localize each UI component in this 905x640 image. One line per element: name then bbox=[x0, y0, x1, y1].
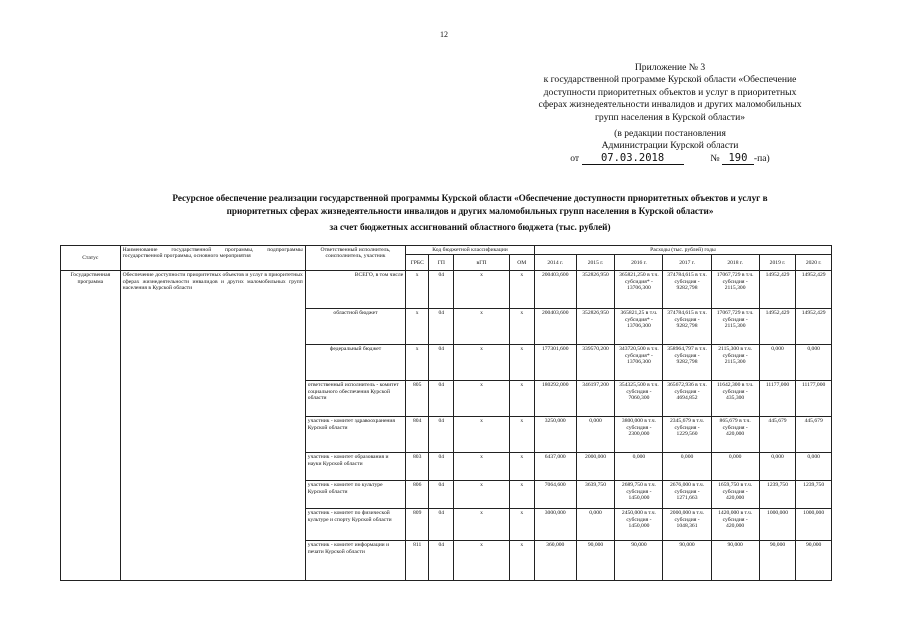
value-2014: 180292,000 bbox=[534, 381, 576, 417]
value-2014: 177301,600 bbox=[534, 345, 576, 381]
value-2017: 2676,000 в т.ч. субсидия - 1271,663 bbox=[663, 481, 711, 509]
program-name-cell: Обеспечение доступности приоритетных объектов и услуг в приоритетных сферах жизнедеятельности инвалидов и других маломобильных групп населения в Курской области bbox=[120, 271, 305, 581]
heading-line-2: приоритетных сферах жизнедеятельности инвалидов и других маломобильных групп населения в Курской области» bbox=[226, 205, 714, 216]
value-2019: 1000,000 bbox=[759, 509, 796, 541]
header-status: Статус bbox=[61, 246, 121, 271]
value-2015: 0,000 bbox=[576, 417, 615, 453]
executor-cell: ВСЕГО, в том числе bbox=[305, 271, 405, 309]
grbs-cell: х bbox=[406, 271, 429, 309]
value-2020: 0,000 bbox=[796, 345, 832, 381]
value-2018: 1659,750 в т.ч. субсидия - 420,000 bbox=[711, 481, 759, 509]
value-2019: 0,000 bbox=[759, 453, 796, 481]
decree-date: 07.03.2018 bbox=[582, 153, 684, 165]
gp-cell: 04 bbox=[429, 509, 454, 541]
value-2016: 365821,25 в т.ч. субсидия* - 13706,300 bbox=[615, 309, 663, 345]
grbs-cell: 804 bbox=[406, 417, 429, 453]
value-2017: 2345,679 в т.ч. субсидия - 1229,560 bbox=[663, 417, 711, 453]
header-year-2020: 2020 г. bbox=[796, 255, 832, 271]
executor-cell: участник - комитет образования и науки Курской области bbox=[305, 453, 405, 481]
value-2015: 90,000 bbox=[576, 541, 615, 581]
header-name: Наименование государственной программы, подпрограммы государственной программы, основного мероприятия bbox=[120, 246, 305, 271]
page-number: 12 bbox=[440, 30, 448, 39]
om-cell: х bbox=[509, 509, 534, 541]
header-code-vgp: вГП bbox=[454, 255, 509, 271]
executor-cell: областной бюджет bbox=[305, 309, 405, 345]
value-2014: 3000,000 bbox=[534, 509, 576, 541]
heading-line-3: за счет бюджетных ассигнований областного бюджета (тыс. рублей) bbox=[329, 222, 611, 232]
om-cell: х bbox=[509, 541, 534, 581]
appendix-line: к государственной программе Курской области «Обеспечение bbox=[543, 74, 797, 86]
value-2016: 2689,750 в т.ч. субсидия - 1450,000 bbox=[615, 481, 663, 509]
value-2019: 11177,000 bbox=[759, 381, 796, 417]
value-2014: 6437,000 bbox=[534, 453, 576, 481]
value-2016: 2450,000 в т.ч. субсидия - 1450,000 bbox=[615, 509, 663, 541]
value-2019: 14952,429 bbox=[759, 271, 796, 309]
value-2020: 11177,000 bbox=[796, 381, 832, 417]
vgp-cell: х bbox=[454, 453, 509, 481]
header-executor: Ответственный исполнитель, соисполнитель, участник bbox=[305, 246, 405, 271]
value-2018: 17067,729 в т.ч. субсидия - 2115,300 bbox=[711, 271, 759, 309]
value-2015: 0,000 bbox=[576, 509, 615, 541]
gp-cell: 04 bbox=[429, 417, 454, 453]
header-expense-group: Расходы (тыс. рублей) годы bbox=[534, 246, 831, 255]
executor-cell: ответственный исполнитель - комитет социального обеспечения Курской области bbox=[305, 381, 405, 417]
grbs-cell: х bbox=[406, 309, 429, 345]
header-code-grbs: ГРБС bbox=[406, 255, 429, 271]
appendix-block bbox=[505, 62, 835, 165]
value-2020: 90,000 bbox=[796, 541, 832, 581]
vgp-cell: х bbox=[454, 481, 509, 509]
value-2014: 200403,600 bbox=[534, 309, 576, 345]
header-year-2016: 2016 г. bbox=[615, 255, 663, 271]
vgp-cell: х bbox=[454, 381, 509, 417]
gp-cell: 04 bbox=[429, 309, 454, 345]
grbs-cell: 811 bbox=[406, 541, 429, 581]
executor-cell: участник - комитет здравоохранения Курской области bbox=[305, 417, 405, 453]
value-2015: 2000,000 bbox=[576, 453, 615, 481]
vgp-cell: х bbox=[454, 417, 509, 453]
value-2018: 2115,300 в т.ч. субсидия - 2115,300 bbox=[711, 345, 759, 381]
value-2017: 2000,000 в т.ч. субсидия - 1048,361 bbox=[663, 509, 711, 541]
header-year-2014: 2014 г. bbox=[534, 255, 576, 271]
gp-cell: 04 bbox=[429, 271, 454, 309]
om-cell: х bbox=[509, 481, 534, 509]
value-2020: 14952,429 bbox=[796, 309, 832, 345]
vgp-cell: х bbox=[454, 541, 509, 581]
header-year-2018: 2018 г. bbox=[711, 255, 759, 271]
value-2017: 90,000 bbox=[663, 541, 711, 581]
value-2017: 374784,615 в т.ч. субсидия - 9282,798 bbox=[663, 309, 711, 345]
value-2015: 352826,950 bbox=[576, 309, 615, 345]
gp-cell: 04 bbox=[429, 541, 454, 581]
value-2018: 1420,000 в т.ч. субсидия - 420,000 bbox=[711, 509, 759, 541]
value-2016: 90,000 bbox=[615, 541, 663, 581]
value-2018: 90,000 bbox=[711, 541, 759, 581]
value-2014: 360,000 bbox=[534, 541, 576, 581]
gp-cell: 04 bbox=[429, 453, 454, 481]
appendix-title: Приложение № 3 bbox=[634, 62, 706, 73]
value-2016: 343720,500 в т.ч. субсидия* - 13706,300 bbox=[615, 345, 663, 381]
vgp-cell: х bbox=[454, 271, 509, 309]
document-heading bbox=[40, 192, 900, 234]
header-code-group: Код бюджетной классификации bbox=[406, 246, 535, 255]
value-2018: 11642,300 в т.ч. субсидия - 435,300 bbox=[711, 381, 759, 417]
number-suffix: -па) bbox=[753, 152, 770, 164]
grbs-cell: 805 bbox=[406, 381, 429, 417]
value-2019: 90,000 bbox=[759, 541, 796, 581]
value-2015: 346197,200 bbox=[576, 381, 615, 417]
value-2019: 445,679 bbox=[759, 417, 796, 453]
appendix-line: групп населения в Курской области» bbox=[594, 111, 746, 123]
header-year-2015: 2015 г. bbox=[576, 255, 615, 271]
om-cell: х bbox=[509, 453, 534, 481]
value-2017: 0,000 bbox=[663, 453, 711, 481]
decree-number: 190 bbox=[722, 153, 754, 165]
gp-cell: 04 bbox=[429, 381, 454, 417]
gp-cell: 04 bbox=[429, 481, 454, 509]
date-prefix: от bbox=[570, 152, 580, 164]
header-year-2019: 2019 г. bbox=[759, 255, 796, 271]
value-2020: 14952,429 bbox=[796, 271, 832, 309]
heading-line-1: Ресурсное обеспечение реализации государственной программы Курской области «Обеспечение доступности приоритетных объектов и услуг в bbox=[172, 193, 768, 203]
executor-cell: участник - комитет по физической культуре и спорту Курской области bbox=[305, 509, 405, 541]
value-2018: 17067,729 в т.ч. субсидия - 2115,300 bbox=[711, 309, 759, 345]
value-2016: 365821,250 в т.ч. субсидия* - 13706,300 bbox=[615, 271, 663, 309]
appendix-line: сферах жизнедеятельности инвалидов и других маломобильных bbox=[538, 99, 802, 111]
value-2019: 1239,750 bbox=[759, 481, 796, 509]
table-row bbox=[61, 271, 832, 309]
edition-line: Администрации Курской области bbox=[601, 140, 739, 152]
header-code-gp: ГП bbox=[429, 255, 454, 271]
vgp-cell: х bbox=[454, 509, 509, 541]
vgp-cell: х bbox=[454, 309, 509, 345]
value-2015: 339570,200 bbox=[576, 345, 615, 381]
om-cell: х bbox=[509, 271, 534, 309]
decree-date-line bbox=[505, 153, 835, 165]
om-cell: х bbox=[509, 381, 534, 417]
value-2015: 3639,750 bbox=[576, 481, 615, 509]
value-2018: 0,000 bbox=[711, 453, 759, 481]
grbs-cell: 803 bbox=[406, 453, 429, 481]
value-2018: 865,679 в т.ч. субсидия - 420,000 bbox=[711, 417, 759, 453]
status-cell: Государственная программа bbox=[61, 271, 121, 581]
value-2014: 200403,600 bbox=[534, 271, 576, 309]
value-2017: 365672,936 в т.ч. субсидия - 4694,852 bbox=[663, 381, 711, 417]
appendix-line: доступности приоритетных объектов и услуг в приоритетных bbox=[543, 86, 797, 98]
number-prefix: № bbox=[710, 152, 720, 164]
grbs-cell: х bbox=[406, 345, 429, 381]
gp-cell: 04 bbox=[429, 345, 454, 381]
vgp-cell: х bbox=[454, 345, 509, 381]
value-2015: 352826,950 bbox=[576, 271, 615, 309]
resource-table bbox=[60, 245, 832, 581]
executor-cell: участник - комитет информации и печати Курской области bbox=[305, 541, 405, 581]
grbs-cell: 809 bbox=[406, 509, 429, 541]
om-cell: х bbox=[509, 417, 534, 453]
value-2014: 7064,600 bbox=[534, 481, 576, 509]
om-cell: х bbox=[509, 345, 534, 381]
value-2016: 3800,000 в т.ч. субсидия - 2300,000 bbox=[615, 417, 663, 453]
value-2016: 354325,500 в т.ч. субсидия - 7060,300 bbox=[615, 381, 663, 417]
header-year-2017: 2017 г. bbox=[663, 255, 711, 271]
value-2019: 14952,429 bbox=[759, 309, 796, 345]
executor-cell: федеральный бюджет bbox=[305, 345, 405, 381]
executor-cell: участник - комитет по культуре Курской области bbox=[305, 481, 405, 509]
value-2017: 374784,615 в т.ч. субсидия - 9282,798 bbox=[663, 271, 711, 309]
value-2019: 0,000 bbox=[759, 345, 796, 381]
edition-line: (в редакции постановления bbox=[614, 128, 726, 140]
value-2017: 358964,797 в т.ч. субсидия - 9282,798 bbox=[663, 345, 711, 381]
value-2020: 1000,000 bbox=[796, 509, 832, 541]
value-2014: 3250,000 bbox=[534, 417, 576, 453]
value-2016: 0,000 bbox=[615, 453, 663, 481]
value-2020: 0,000 bbox=[796, 453, 832, 481]
om-cell: х bbox=[509, 309, 534, 345]
value-2020: 1239,750 bbox=[796, 481, 832, 509]
value-2020: 445,679 bbox=[796, 417, 832, 453]
grbs-cell: 806 bbox=[406, 481, 429, 509]
header-code-om: ОМ bbox=[509, 255, 534, 271]
